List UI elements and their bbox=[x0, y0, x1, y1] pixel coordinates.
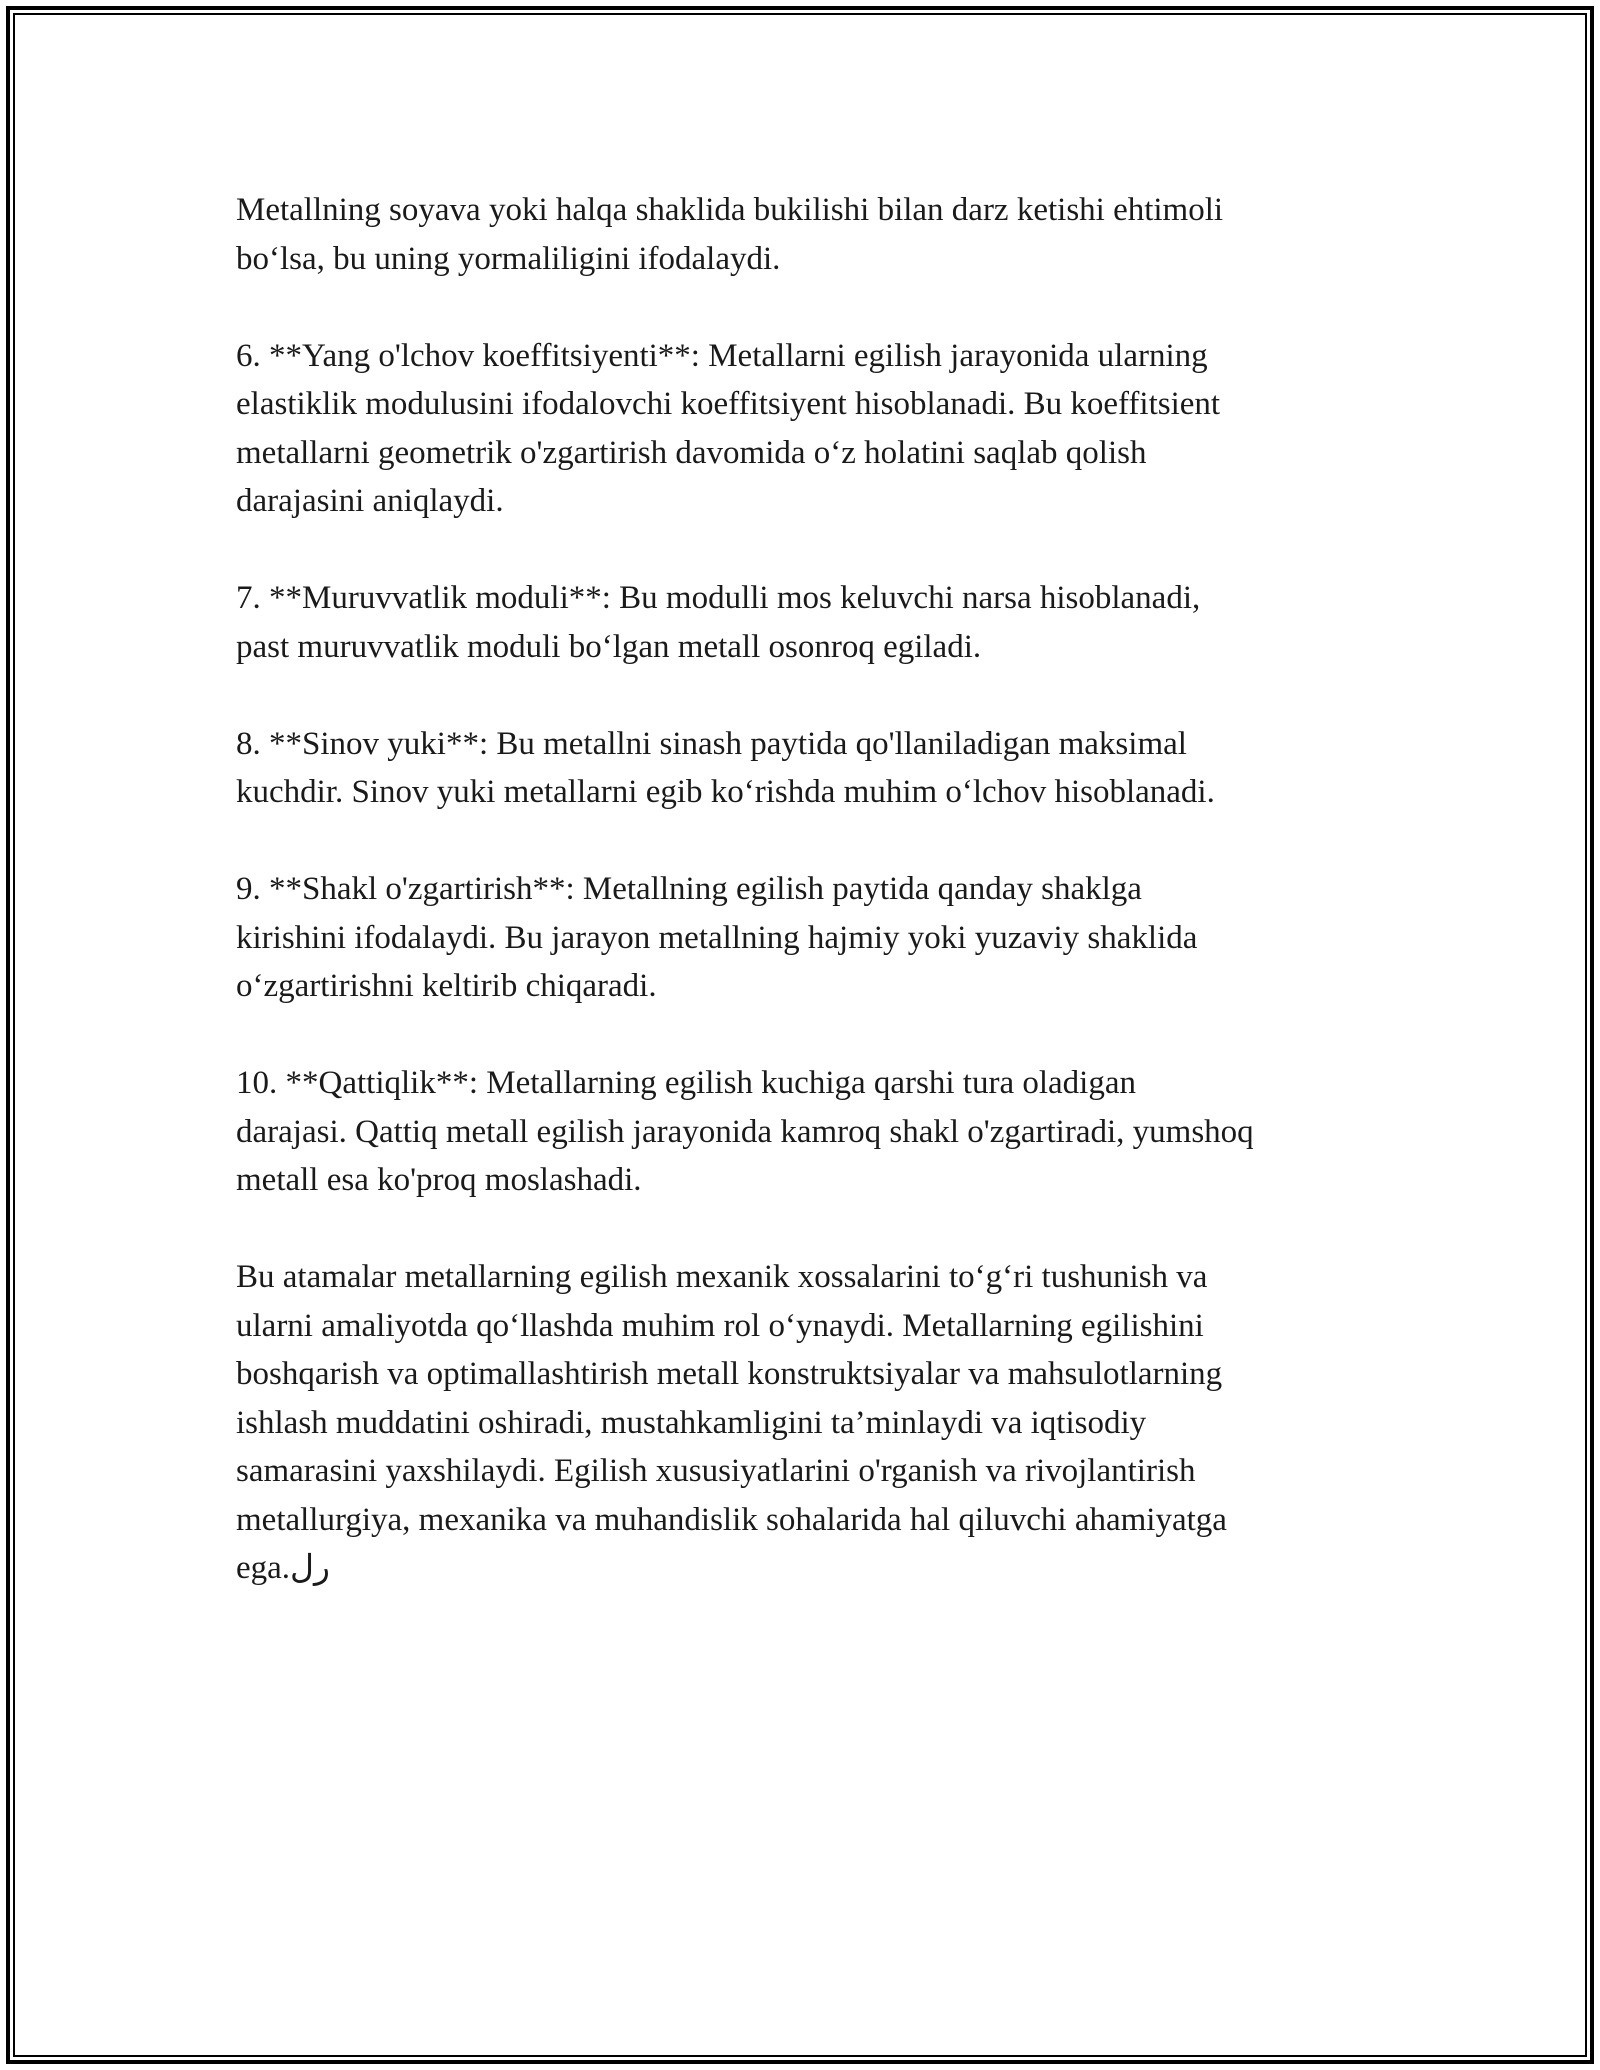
paragraph-item-7: 7. **Muruvvatlik moduli**: Bu modulli mos keluvchi narsa hisoblanadi, past muruvvatlik moduli bo‘lgan metall osonroq egiladi. bbox=[236, 580, 1201, 665]
paragraph-intro: Metallning soyava yoki halqa shaklida bukilishi bilan darz ketishi ehtimoli bo‘lsa, bu uning yormaliligini ifodalaydi. bbox=[236, 192, 1224, 277]
paragraph-item-8: 8. **Sinov yuki**: Bu metallni sinash paytida qo'llaniladigan maksimal kuchdir. Sinov yuki metallarni egib ko‘rishda muhim o‘lchov hisoblanadi. bbox=[236, 725, 1215, 810]
paragraph-item-9: 9. **Shakl o'zgartirish**: Metallning egilish paytida qanday shaklga kirishini ifodalaydi. Bu jarayon metallning hajmiy yoki yuzaviy shaklida o‘zgartirishni keltirib chiqaradi. bbox=[236, 871, 1198, 1004]
paragraph-conclusion: Bu atamalar metallarning egilish mexanik xossalarini to‘g‘ri tushunish va ularni amaliyotda qo‘llashda muhim rol o‘ynaydi. Metallarning egilishini boshqarish va optimallashtirish metall konstruktsiyalar va mahsulotlarning ishlash muddatini oshiradi, mustahkamligini ta’minlaydi va iqtisodiy samarasini yaxshilaydi. Egilish xususiyatlarini o'rganish va rivojlantirish metallurgiya, mexanika va muhandislik sohalarida hal qiluvchi ahamiyatga ega.رل bbox=[236, 1259, 1227, 1586]
paragraph-item-6: 6. **Yang o'lchov koeffitsiyenti**: Metallarni egilish jarayonida ularning elastiklik modulusini ifodalovchi koeffitsiyent hisoblanadi. Bu koeffitsient metallarni geometrik o'zgartirish davomida o‘z holatini saqlab qolish darajasini aniqlaydi. bbox=[236, 337, 1221, 519]
document-body bbox=[236, 186, 1396, 1593]
paragraph-item-10: 10. **Qattiqlik**: Metallarning egilish kuchiga qarshi tura oladigan darajasi. Qattiq metall egilish jarayonida kamroq shakl o'zgartiradi, yumshoq metall esa ko'proq moslashadi. bbox=[236, 1065, 1254, 1198]
